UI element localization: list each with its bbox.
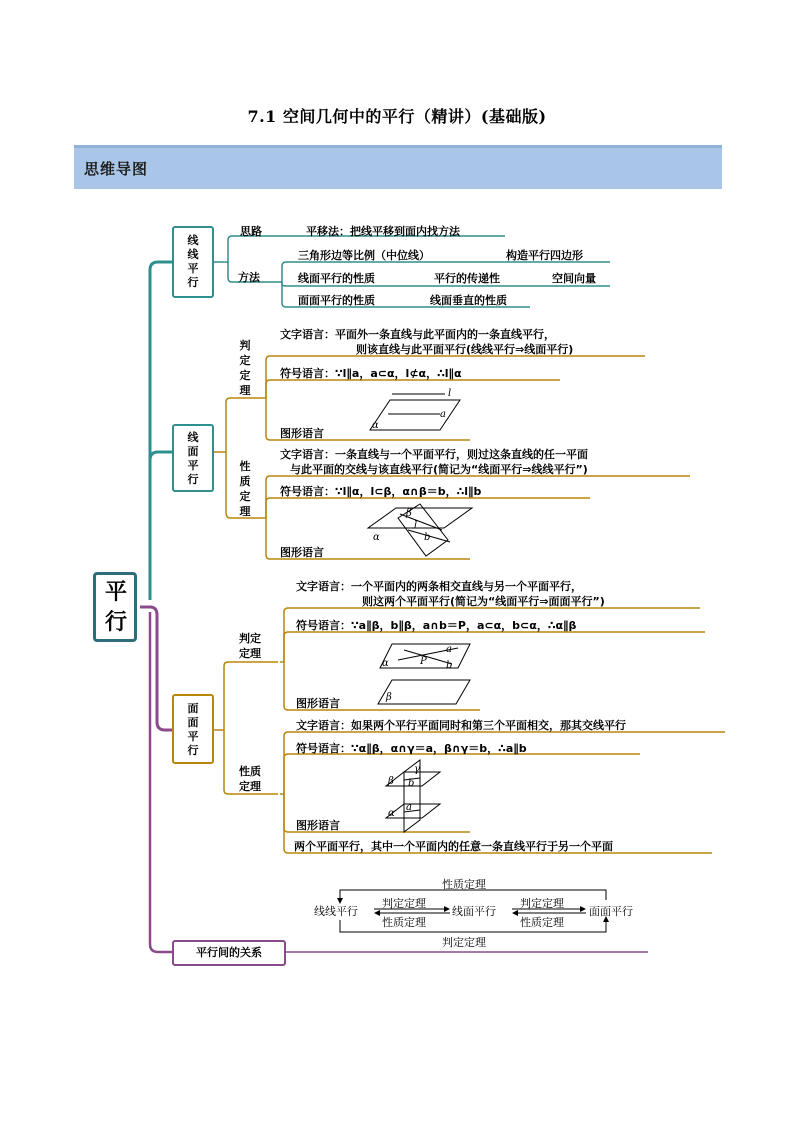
pp-pd-symbol: 符号语言：∵a∥β，b∥β，a∩b＝P，a⊂α，b⊂α，∴α∥β [296,619,577,632]
figure-intersecting-planes [368,504,472,556]
lp-pd-fig: 图形语言 [280,427,324,440]
rel-a1: 判定定理 [382,897,426,910]
rel-bottom: 判定定理 [442,936,486,949]
fig3-label-P: P [420,656,427,667]
pp-pd-label: 判定 定理 [239,632,261,660]
rel-node-1: 线线平行 [314,905,358,918]
method-7: 线面垂直的性质 [430,294,507,307]
method-6: 面面平行的性质 [298,294,375,307]
rel-a2: 性质定理 [382,916,426,929]
pp-pd-text2: 则这两个平面平行(简记为“线面平行⇒面面平行”) [362,595,605,608]
method-1: 三角形边等比例（中位线） [298,249,430,262]
figure-line-plane-parallel [370,394,460,430]
method-4: 平行的传递性 [434,272,500,285]
rel-node-3: 面面平行 [589,905,633,918]
branch-line-line-parallel: 线 线 平 行 [172,226,214,298]
rel-node-2: 线面平行 [452,905,496,918]
root-node [93,572,137,642]
lp-xz-symbol: 符号语言：∵l∥α，l⊂β，α∩β＝b，∴l∥b [280,485,482,498]
rel-a4: 性质定理 [520,916,564,929]
fig1-label-a: a [440,409,446,420]
lp-pd-text1: 文字语言：平面外一条直线与此平面内的一条直线平行， [280,328,555,341]
lp-xz-text1: 文字语言：一条直线与一个平面平行，则过这条直线的任一平面 [280,448,588,461]
fig2-label-beta: β [406,508,412,519]
branch-plane-plane-parallel: 面 面 平 行 [172,694,214,764]
lp-pd-text2: 则该直线与此平面平行(线线平行⇒线面平行) [356,343,574,356]
figure-parallel-planes-cut [386,760,440,832]
lp-xz-label: 性 质 定 理 [239,460,251,518]
fig2-label-b: b [424,532,431,543]
fig4-label-b: b [408,778,415,789]
fig4-label-alpha: α [388,808,395,819]
fig2-label-alpha: α [373,532,380,543]
fig4-label-gamma: γ [414,764,420,775]
fig3-label-b: b [446,660,453,671]
fig4-label-a: a [406,802,412,813]
trunk-3 [140,607,172,730]
pp-xz-symbol: 符号语言：∵α∥β，α∩γ＝a，β∩γ＝b，∴a∥b [296,742,527,755]
silu-label: 思路 [240,225,262,238]
fig1-label-alpha: α [372,420,379,431]
trunk-2 [150,452,172,590]
pp-xz-text1: 文字语言：如果两个平行平面同时和第三个平面相交，那其交线平行 [296,719,626,732]
rel-a3: 判定定理 [520,897,564,910]
branch-parallel-relations: 平行间的关系 [172,940,286,966]
fig3-label-a: a [446,644,452,655]
method-2: 构造平行四边形 [506,249,583,262]
figure-plane-beta [378,680,470,704]
pp-pd-text1: 文字语言：一个平面内的两条相交直线与另一个平面平行， [296,580,582,593]
fig2-label-l: l [414,520,418,531]
rel-top: 性质定理 [442,878,486,891]
page-title: 7.1 空间几何中的平行（精讲）(基础版) [247,107,547,126]
lp-xz-fig: 图形语言 [280,546,324,559]
silu-text: 平移法：把线平移到面内找方法 [306,225,460,238]
fig3-label-alpha: α [382,658,389,669]
method-3: 线面平行的性质 [298,272,375,285]
fig3-label-beta: β [386,692,392,703]
trunk-1 [150,262,172,600]
fig1-label-l: l [448,388,452,399]
lp-pd-symbol: 符号语言：∵l∥a，a⊂α，l⊄α，∴l∥α [280,367,462,380]
fig4-label-beta: β [388,776,394,787]
method-5: 空间向量 [552,272,596,285]
pp-pd-fig: 图形语言 [296,697,340,710]
pp-xz-extra: 两个平面平行，其中一个平面内的任意一条直线平行于另一个平面 [294,840,613,853]
lp-xz-text2: 与此平面的交线与该直线平行(简记为“线面平行⇒线线平行”) [290,463,588,476]
trunk-4 [150,612,172,952]
pp-xz-label: 性质 定理 [239,765,261,793]
lp-pd-label: 判 定 定 理 [239,339,251,397]
root-label: 平行 [105,580,128,635]
fangfa-label: 方法 [238,271,260,284]
pp-xz-fig: 图形语言 [296,819,340,832]
banner-title: 思维导图 [84,160,149,178]
branch-line-plane-parallel: 线 面 平 行 [172,424,214,492]
